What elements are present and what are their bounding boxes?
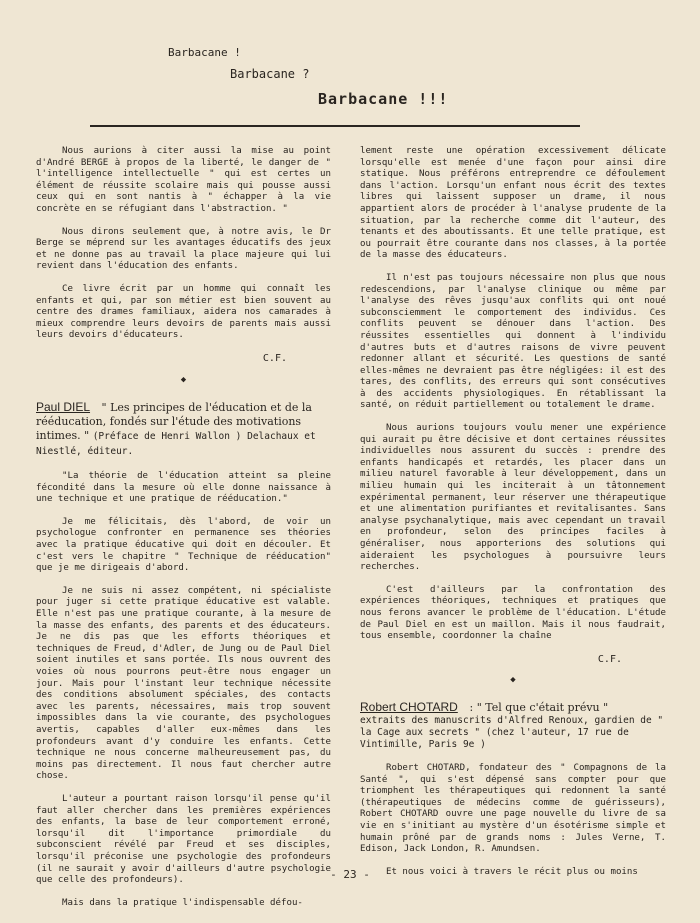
book-title: : " Tel que c'était prévu " xyxy=(469,700,609,714)
book-title: " Les principes de l'éducation et de la rééducation, fondés sur l'étude des motivations intimes. " xyxy=(36,401,312,443)
paragraph: lement reste une opération excessivement délicate lorsqu'elle est menée d'une façon pour ainsi dire statique. Nous préférons entreprendre ce défoulement dans l'action. Lorsqu'un enfant nous écrit des textes libres qui laissent supposer un drame, il nous appartient alors de procéder à l'analyse prudente de la situation, par la recherche comme dit l'auteur, des tenants et des aboutissants. Et une telle pratique, est ou pourrait être courante dans nos classes, à la portée de la masse des éducateurs. xyxy=(360,146,666,261)
diamond-separator-icon: ◆ xyxy=(510,675,516,686)
paragraph: Il n'est pas toujours nécessaire non plus que nous redescendions, par l'analyse clinique ou même par l'analyse des rêves jusqu'aux conflits qui ont noué subconsciemment le comportement des individus. Ces conflits peuvent se dénouer dans l'action. Des réussites essentielles qui donnent à l'individu d'autres buts et d'autres raisons de vivre peuvent redonner allant et sécurité. Les questions de santé elles-mêmes ne devraient pas être négligées: il est des tares, des conflits, des erreurs qui sont consécutives à des accidents physiologiques. En rétablissant la santé, on réduit partiellement ou totalement le drame. xyxy=(360,272,666,411)
left-column xyxy=(36,146,331,920)
paragraph: Je ne suis ni assez compétent, ni spécialiste pour juger si cette pratique éducative est valable. Elle n'est pas une pratique courante, à la mesure de la masse des enfants, des parents et des éducateurs. Je ne dis pas que les efforts théoriques et techniques de Freud, d'Adler, de Jung ou de Paul Diel soient inutiles et sans portée. Ils nous ouvrent des voies où nous pourrons peut-être nous engager un jour. Mais pour l'instant leur technique nécessite des conditions absolument spéciales, des contacts avec les parents, nécessaires, mais trop souvent impossibles dans la vie courante, des psychologues avertis, capables d'aller eux-mêmes dans les profondeurs avant d'y conduire les enfants. Cette technique ne nous concerne malheureusement pas, du moins pas directement. Il nous faut chercher autre chose. xyxy=(36,585,331,782)
paragraph: Nous aurions toujours voulu mener une expérience qui aurait pu être décisive et dont certaines réussites individuelles nous assurent du succès : prendre des enfants handicapés et retardés, les placer dans un milieu naturel favorable à leur développement, dans un milieu humain qui les inciterait à un tâtonnement expérimental permanent, leur réserver une thérapeutique et une alimentation purifiantes et revitalisantes. Sans analyse psychanalytique, mais avec cependant un travail en profondeur, selon des principes faciles à généraliser, nous apporterions des solutions qui aideraient les psychologues à poursuivre leurs recherches. xyxy=(360,423,666,573)
paragraph: Et nous voici à travers le récit plus ou moins xyxy=(386,866,638,877)
header-line-1: Barbacane ! xyxy=(168,46,241,59)
quote-paragraph: "La théorie de l'éducation atteint sa pleine fécondité dans la mesure où elle donne naissance à une technique et une pratique de rééducation." xyxy=(36,471,331,505)
book-author: Paul DIEL xyxy=(36,400,91,415)
paragraph: Mais dans la pratique l'indispensable défou- xyxy=(62,897,303,908)
signature: C.F. xyxy=(262,352,287,364)
paragraph: Nous dirons seulement que, à notre avis, le Dr Berge se méprend sur les avantages éducatifs des jeux et ne donne pas au travail la place majeure qui lui revient dans l'éducation des enfants. xyxy=(36,226,331,272)
book-publisher: extraits des manuscrits d'Alfred Renoux, gardien de " la Cage aux secrets " (chez l'auteur, 17 rue de Vintimille, Paris 9e ) xyxy=(360,714,664,750)
book-author: Robert CHOTARD xyxy=(360,699,458,714)
diamond-separator-icon: ◆ xyxy=(180,374,187,385)
header-title: Barbacane !!! xyxy=(318,90,449,108)
header-rule xyxy=(90,125,580,127)
paragraph: Nous aurions à citer aussi la mise au point d'André BERGE à propos de la liberté, le danger de " l'intelligence intellectuelle " qui est certes un élément de réussite scolaire mais qui pousse aussi ceux qui en sont nantis à " échapper à la vie concrète en se réfugiant dans l'abstraction. " xyxy=(36,146,331,214)
book-heading xyxy=(360,701,666,751)
paragraph: Robert CHOTARD, fondateur des " Compagnons de la Santé ", qui s'est dépensé sans compter pour que triomphent les thérapeutiques qui redonnent la santé (thérapeutiques de médecins comme de guérisseurs), Robert CHOTARD ouvre une page nouvelle du livre de sa vie en s'initiant au mystère d'un ésotérisme simple et humain prôné par de grands noms : Jules Verne, T. Edison, Jack London, R. Amundsen. xyxy=(360,762,666,855)
paragraph: Ce livre écrit par un homme qui connaît les enfants et qui, par son métier est bien souvent au centre des drames familiaux, aidera nos camarades à mieux comprendre leurs devoirs de parents mais aussi leurs devoirs d'éducateurs. xyxy=(36,283,331,341)
book-heading xyxy=(36,400,331,459)
paragraph: C'est d'ailleurs par la confrontation des expériences théoriques, techniques et pratiques que nous ferons avancer le problème de l'éducation. L'étude de Paul Diel en est un maillon. Mais il nous faudrait, tous ensemble, coordonner la chaîne xyxy=(360,584,666,642)
signature: C.F. xyxy=(597,653,622,665)
paragraph: Je me félicitais, dès l'abord, de voir un psychologue confronter en permanence ses théories avec la pratique éducative qui doit en découler. Et c'est vers le chapitre " Technique de rééducation" que je me dirigeais d'abord. xyxy=(36,516,331,574)
right-column xyxy=(360,146,666,889)
header-line-2: Barbacane ? xyxy=(230,67,310,81)
book-publisher: (Préface de Henri Wallon ) Delachaux et Niestlé, éditeur. xyxy=(36,431,316,458)
paragraph: L'auteur a pourtant raison lorsqu'il pense qu'il faut aller chercher dans les premières expériences des enfants, la base de leur comportement erroné, lorsqu'il dit l'importance primordiale du subconscient révélé par Freud et ses disciples, lorsqu'il préconise une psychologie des profondeurs (il ne saurait y avoir d'ailleurs d'autre psychologie que celle des profondeurs). xyxy=(36,793,331,886)
page-number: - 23 - xyxy=(330,868,370,881)
